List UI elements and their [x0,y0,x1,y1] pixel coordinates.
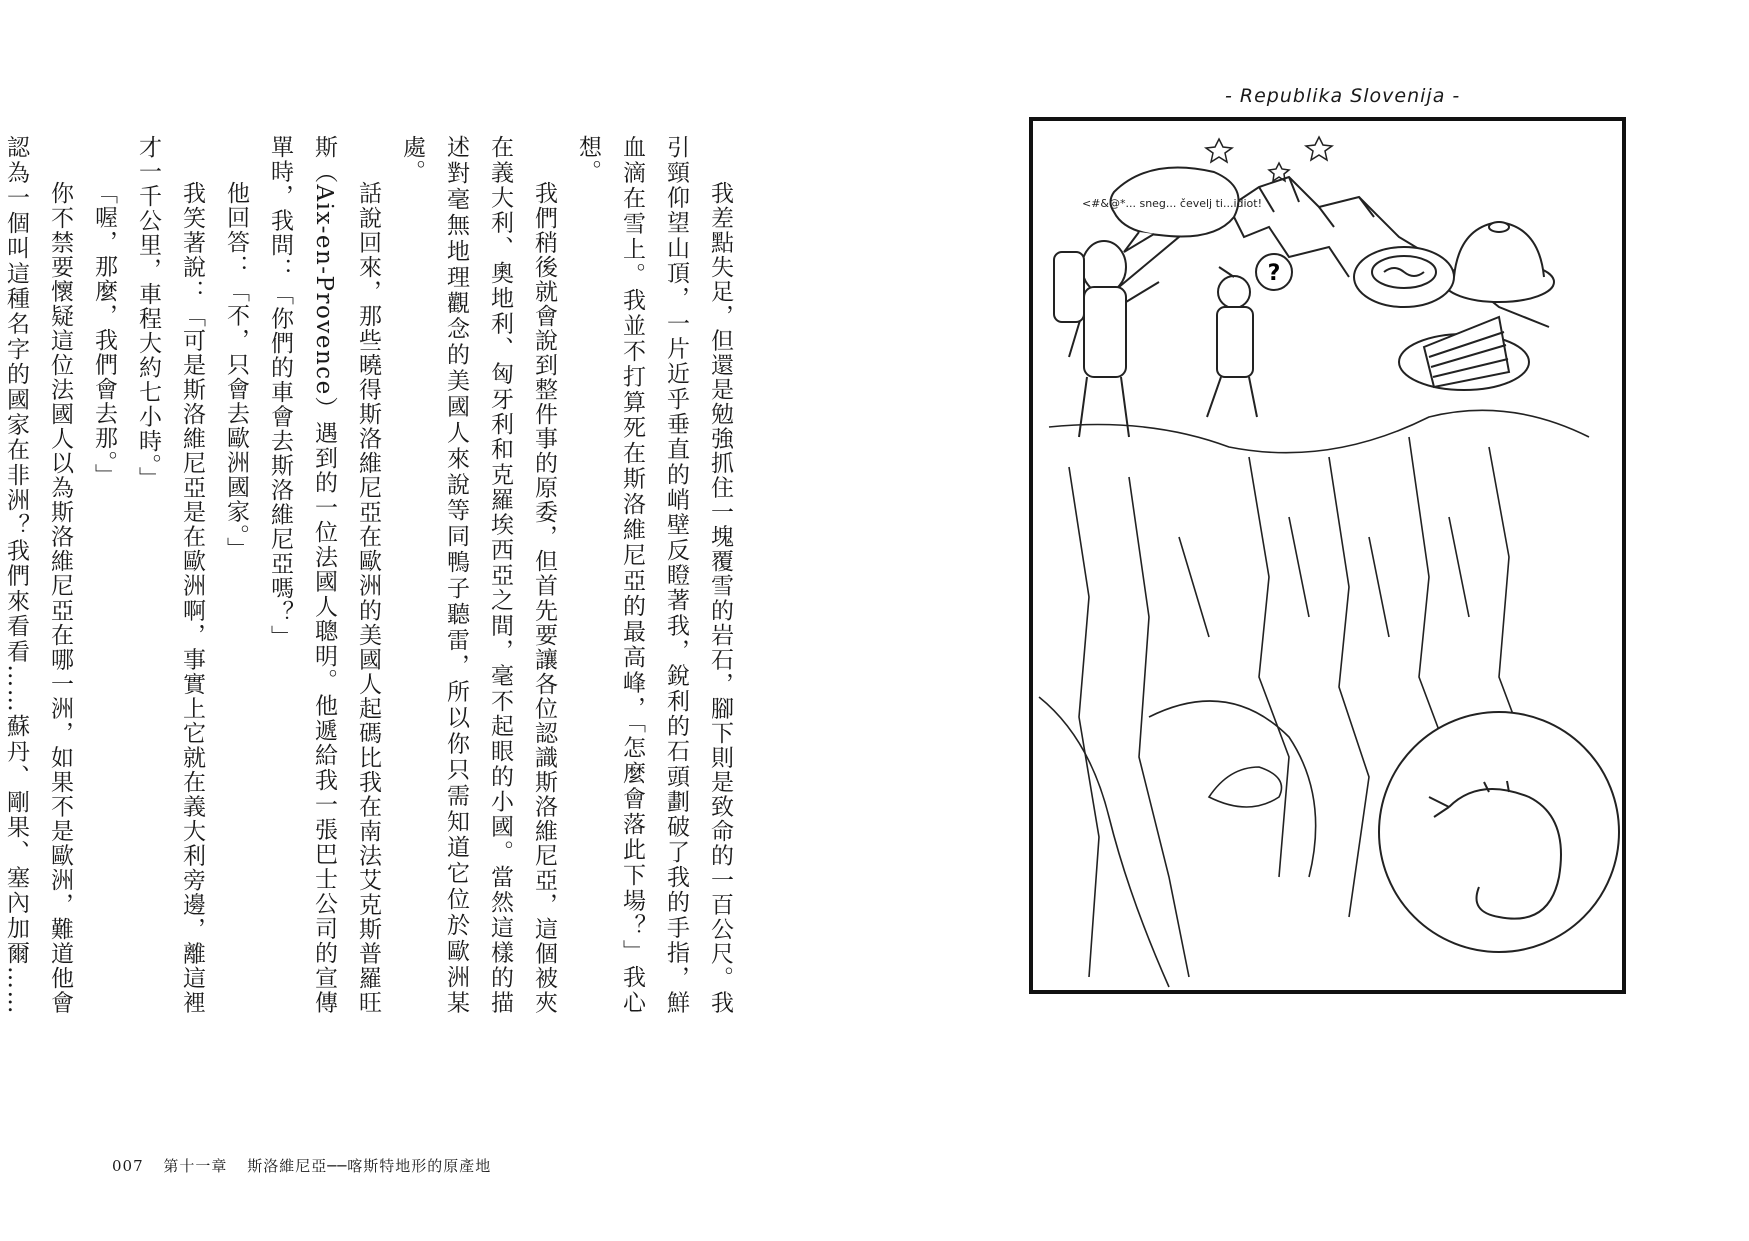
soup-bowl-illustration [1354,247,1454,307]
speech-bubble-text: <#&@*... sneg... čevelj ti...idiot! [1081,197,1263,210]
country-label: - Republika Slovenija - [1225,85,1461,107]
olm-salamander-inset [1379,712,1619,952]
paragraph: 你不禁要懷疑這位法國人以為斯洛維尼亞在哪一洲，如果不是歐洲，難道他會認為一個叫這種名字的國家在非洲？我們來看看……蘇丹、剛果、塞內加爾…… [3,135,73,1015]
chapter-label: 第十一章 [163,1157,228,1175]
paragraph: 我笑著說：「可是斯洛維尼亞是在歐洲啊，事實上它就在義大利旁邊，離這裡才一千公里，車程大約七小時。」 [135,135,205,1015]
page-number: 007 [112,1157,144,1175]
page-footer [112,1155,505,1176]
paragraph: 我們稍後就會說到整件事的原委，但首先要讓各位認識斯洛維尼亞，這個被夾在義大利、奧地利、匈牙利和克羅埃西亞之間，毫不起眼的小國。當然這樣的描述對毫無地理觀念的美國人來說等同鴨子聽雷，所以你只需知道它位於歐洲某處。 [399,135,557,1015]
vertical-body-text [3,135,742,1015]
chapter-title: 斯洛維尼亞──喀斯特地形的原產地 [247,1157,492,1175]
left-page [0,0,860,1241]
question-mark: ? [1267,261,1281,286]
slovenia-illustration [1029,117,1626,994]
paragraph: 他回答：「不，只會去歐洲國家。」 [223,181,249,562]
paragraph: 我差點失足，但還是勉強抓住一塊覆雪的岩石，腳下則是致命的一百公尺。我引頸仰望山頂，一片近乎垂直的峭壁反瞪著我，銳利的石頭劃破了我的手指，鮮血滴在雪上。我並不打算死在斯洛維尼亞的最高峰，「怎麼會落此下場？」我心想。 [575,135,733,1015]
paragraph: 「喔，那麼，我們會去那。」 [91,181,117,488]
paragraph: 話說回來，那些曉得斯洛維尼亞在歐洲的美國人起碼比我在南法艾克斯普羅旺斯（Aix-en-Provence）遇到的一位法國人聰明。他遞給我一張巴士公司的宣傳單時，我問：「你們的車會去斯洛維尼亞嗎？」 [267,135,381,1015]
